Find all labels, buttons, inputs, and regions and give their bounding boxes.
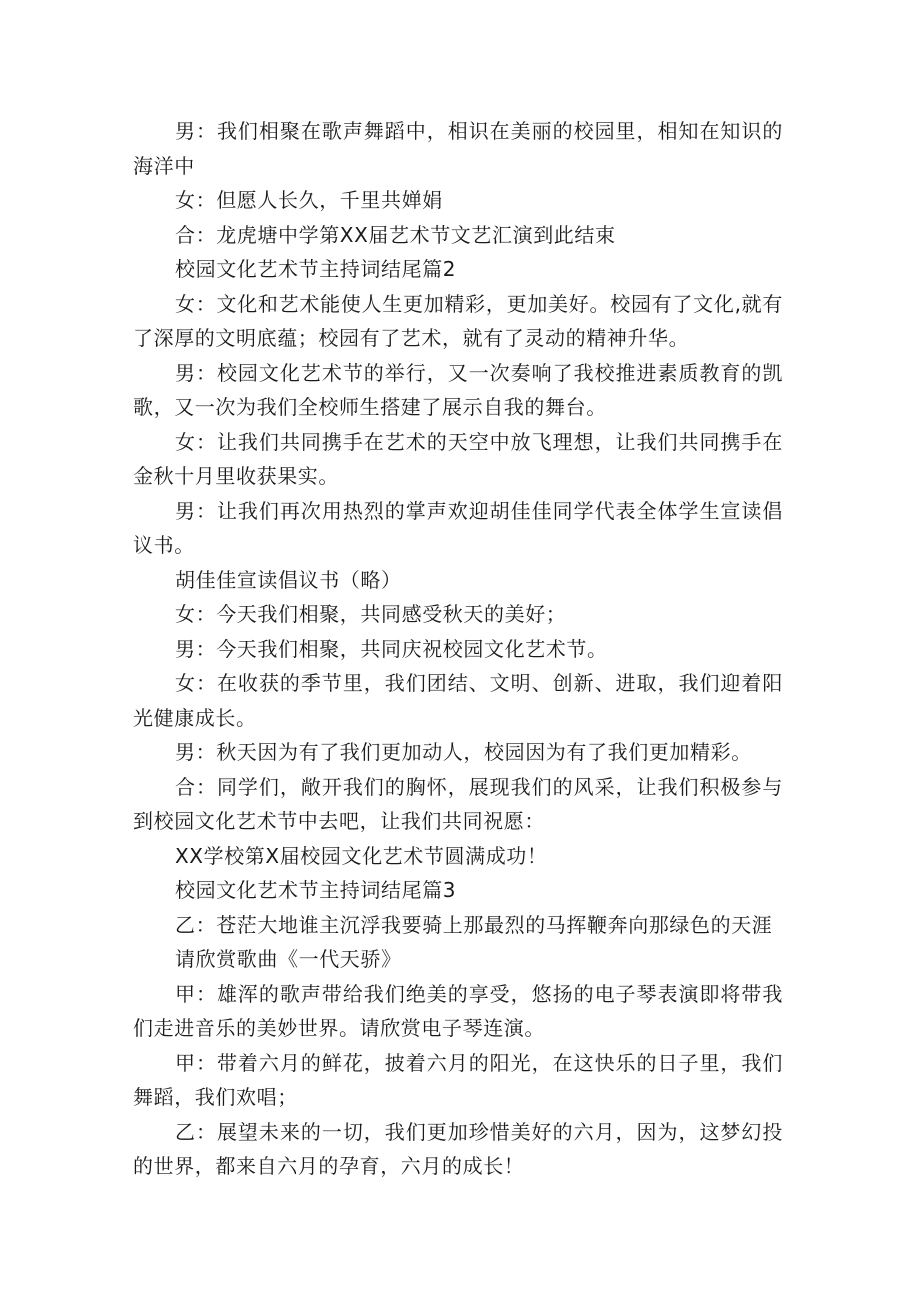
- paragraph: 男：我们相聚在歌声舞蹈中，相识在美丽的校园里，相知在知识的海洋中: [133, 119, 783, 178]
- paragraph: 合：龙虎塘中学第XX届艺术节文艺汇演到此结束: [175, 222, 616, 247]
- section-heading: 校园文化艺术节主持词结尾篇2: [175, 257, 457, 281]
- paragraph: 男：今天我们相聚，共同庆祝校园文化艺术节。: [175, 636, 608, 661]
- paragraph: 男：秋天因为有了我们更加动人，校园因为有了我们更加精彩。: [175, 740, 752, 764]
- paragraph: 胡佳佳宣读倡议书（略）: [175, 567, 402, 592]
- paragraph: 甲：雄浑的歌声带给我们绝美的享受，悠扬的电子琴表演即将带我们走进音乐的美妙世界。请欣赏电子琴连演。: [133, 981, 783, 1040]
- paragraph: 男：让我们再次用热烈的掌声欢迎胡佳佳同学代表全体学生宣读倡议书。: [133, 498, 783, 557]
- paragraph: 女：文化和艺术能使人生更加精彩，更加美好。校园有了文化,就有了深厚的文明底蕴；校园有了艺术，就有了灵动的精神升华。: [133, 291, 783, 350]
- paragraph: 男：校园文化艺术节的举行，又一次奏响了我校推进素质教育的凯歌，又一次为我们全校师生搭建了展示自我的舞台。: [133, 360, 783, 419]
- paragraph: 甲：带着六月的鲜花，披着六月的阳光，在这快乐的日子里，我们舞蹈，我们欢唱；: [133, 1050, 783, 1109]
- paragraph: 女：今天我们相聚，共同感受秋天的美好；: [175, 602, 567, 626]
- paragraph: XX学校第X届校园文化艺术节圆满成功！: [175, 843, 548, 868]
- paragraph: 女：在收获的季节里，我们团结、文明、创新、进取，我们迎着阳光健康成长。: [133, 671, 783, 730]
- paragraph: 合：同学们，敞开我们的胸怀，展现我们的风采，让我们积极参与到校园文化艺术节中去吧，让我们共同祝愿：: [133, 774, 783, 833]
- paragraph: 女：让我们共同携手在艺术的天空中放飞理想，让我们共同携手在金秋十月里收获果实。: [133, 429, 783, 488]
- paragraph: 请欣赏歌曲《一代天骄》: [175, 947, 402, 971]
- document-body: [133, 114, 783, 1184]
- paragraph: 乙：展望未来的一切，我们更加珍惜美好的六月，因为，这梦幻投的世界，都来自六月的孕育，六月的成长！: [133, 1119, 783, 1178]
- section-heading: 校园文化艺术节主持词结尾篇3: [175, 878, 457, 902]
- paragraph: 女：但愿人长久，千里共婵娟: [175, 188, 443, 212]
- paragraph: 乙：苍茫大地谁主沉浮我要骑上那最烈的马挥鞭奔向那绿色的天涯: [175, 912, 773, 937]
